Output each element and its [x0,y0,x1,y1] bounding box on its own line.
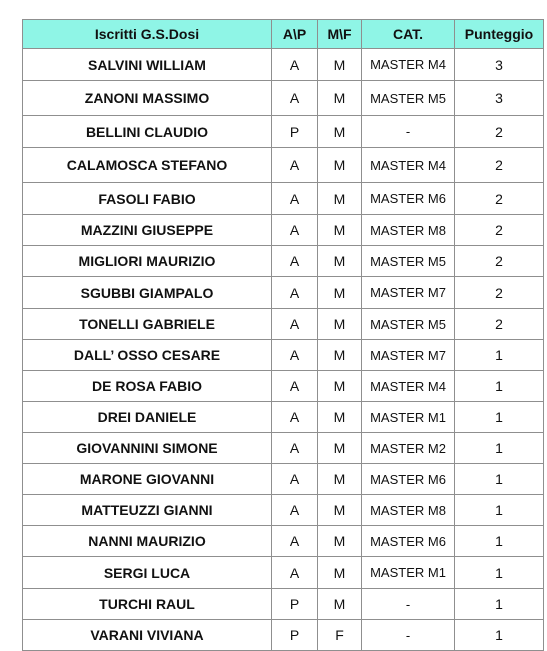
category-text: MASTER M2 [370,440,446,456]
roster-table-container [22,19,544,651]
category-text: MASTER M4 [370,378,446,394]
row-cat-cell [362,49,455,81]
row-ap-cell: A [272,340,318,371]
table-row [23,371,544,402]
row-name-cell: MATTEUZZI GIANNI [23,495,272,526]
row-ap-cell: A [272,183,318,215]
row-score-cell: 1 [455,620,544,651]
row-mf-cell: M [318,215,362,246]
row-score-cell: 1 [455,371,544,402]
row-cat-cell [362,495,455,526]
table-row [23,309,544,340]
row-cat-cell [362,148,455,183]
row-cat-cell [362,589,455,620]
row-ap-cell: A [272,277,318,309]
row-name-cell: DREI DANIELE [23,402,272,433]
row-mf-cell: M [318,309,362,340]
table-row [23,148,544,183]
row-score-cell: 1 [455,495,544,526]
row-mf-cell: M [318,148,362,183]
row-name-cell: NANNI MAURIZIO [23,526,272,557]
header-ap: A\P [272,20,318,49]
row-ap-cell: A [272,526,318,557]
row-ap-cell: A [272,148,318,183]
row-score-cell: 2 [455,215,544,246]
row-mf-cell: M [318,589,362,620]
row-score-cell: 1 [455,402,544,433]
table-row [23,246,544,277]
row-ap-cell: A [272,49,318,81]
row-mf-cell: M [318,557,362,589]
row-cat-cell [362,215,455,246]
table-row [23,433,544,464]
row-cat-cell [362,433,455,464]
row-cat-cell [362,402,455,433]
category-text: MASTER M1 [370,409,446,425]
row-ap-cell: A [272,495,318,526]
table-row [23,277,544,309]
row-name-cell: MIGLIORI MAURIZIO [23,246,272,277]
row-name-cell: SERGI LUCA [23,557,272,589]
row-mf-cell: F [318,620,362,651]
header-score: Punteggio [455,20,544,49]
row-cat-cell [362,183,455,215]
row-name-cell: BELLINI CLAUDIO [23,116,272,148]
row-cat-cell [362,81,455,116]
row-ap-cell: A [272,557,318,589]
header-row [23,20,544,49]
table-body [23,49,544,651]
row-score-cell: 1 [455,433,544,464]
category-text: MASTER M1 [370,565,446,580]
table-row [23,116,544,148]
row-name-cell: DE ROSA FABIO [23,371,272,402]
table-row [23,183,544,215]
row-score-cell: 2 [455,183,544,215]
row-name-cell: GIOVANNINI SIMONE [23,433,272,464]
category-text: MASTER M8 [370,502,446,518]
row-name-cell: VARANI VIVIANA [23,620,272,651]
row-score-cell: 1 [455,589,544,620]
row-mf-cell: M [318,495,362,526]
row-score-cell: 1 [455,557,544,589]
row-name-cell: SALVINI WILLIAM [23,49,272,81]
row-name-cell: TONELLI GABRIELE [23,309,272,340]
row-cat-cell [362,246,455,277]
category-text: MASTER M5 [370,316,446,332]
row-score-cell: 1 [455,526,544,557]
row-ap-cell: P [272,116,318,148]
category-text: MASTER M6 [370,471,446,487]
category-text: MASTER M5 [370,253,446,269]
row-score-cell: 2 [455,277,544,309]
row-ap-cell: A [272,371,318,402]
row-mf-cell: M [318,183,362,215]
row-name-cell: DALL’ OSSO CESARE [23,340,272,371]
table-row [23,81,544,116]
row-score-cell: 1 [455,340,544,371]
table-row [23,557,544,589]
table-row [23,49,544,81]
row-cat-cell [362,526,455,557]
row-score-cell: 2 [455,246,544,277]
category-text: - [405,627,411,643]
row-mf-cell: M [318,340,362,371]
row-ap-cell: P [272,589,318,620]
row-mf-cell: M [318,81,362,116]
row-ap-cell: A [272,309,318,340]
row-score-cell: 2 [455,116,544,148]
table-row [23,526,544,557]
row-score-cell: 1 [455,464,544,495]
row-cat-cell [362,620,455,651]
row-name-cell: FASOLI FABIO [23,183,272,215]
category-text: MASTER M6 [370,533,446,549]
category-text: MASTER M6 [370,191,446,206]
row-ap-cell: P [272,620,318,651]
table-row [23,620,544,651]
row-mf-cell: M [318,246,362,277]
table-row [23,402,544,433]
category-text: - [405,596,411,612]
row-cat-cell [362,116,455,148]
row-name-cell: MARONE GIOVANNI [23,464,272,495]
category-text: MASTER M4 [370,57,446,72]
header-mf: M\F [318,20,362,49]
row-cat-cell [362,464,455,495]
table-row [23,464,544,495]
row-score-cell: 3 [455,49,544,81]
row-mf-cell: M [318,526,362,557]
row-name-cell: ZANONI MASSIMO [23,81,272,116]
row-ap-cell: A [272,81,318,116]
row-name-cell: TURCHI RAUL [23,589,272,620]
category-text: MASTER M4 [370,157,446,173]
table-row [23,589,544,620]
row-mf-cell: M [318,433,362,464]
table-row [23,495,544,526]
row-name-cell: SGUBBI GIAMPALO [23,277,272,309]
table-row [23,215,544,246]
row-cat-cell [362,309,455,340]
row-ap-cell: A [272,433,318,464]
row-mf-cell: M [318,464,362,495]
category-text: MASTER M8 [370,222,446,238]
row-mf-cell: M [318,116,362,148]
row-ap-cell: A [272,215,318,246]
row-cat-cell [362,371,455,402]
row-name-cell: CALAMOSCA STEFANO [23,148,272,183]
category-text: MASTER M7 [370,347,446,363]
category-text: - [405,124,411,139]
row-score-cell: 2 [455,309,544,340]
row-ap-cell: A [272,246,318,277]
table-row [23,340,544,371]
header-cat: CAT. [362,20,455,49]
row-cat-cell [362,277,455,309]
row-score-cell: 3 [455,81,544,116]
row-name-cell: MAZZINI GIUSEPPE [23,215,272,246]
row-mf-cell: M [318,49,362,81]
row-mf-cell: M [318,402,362,433]
row-cat-cell [362,340,455,371]
row-ap-cell: A [272,464,318,495]
roster-table [22,19,544,651]
row-ap-cell: A [272,402,318,433]
row-score-cell: 2 [455,148,544,183]
row-cat-cell [362,557,455,589]
row-mf-cell: M [318,277,362,309]
row-mf-cell: M [318,371,362,402]
header-name: Iscritti G.S.Dosi [23,20,272,49]
category-text: MASTER M5 [370,90,446,106]
category-text: MASTER M7 [370,285,446,300]
